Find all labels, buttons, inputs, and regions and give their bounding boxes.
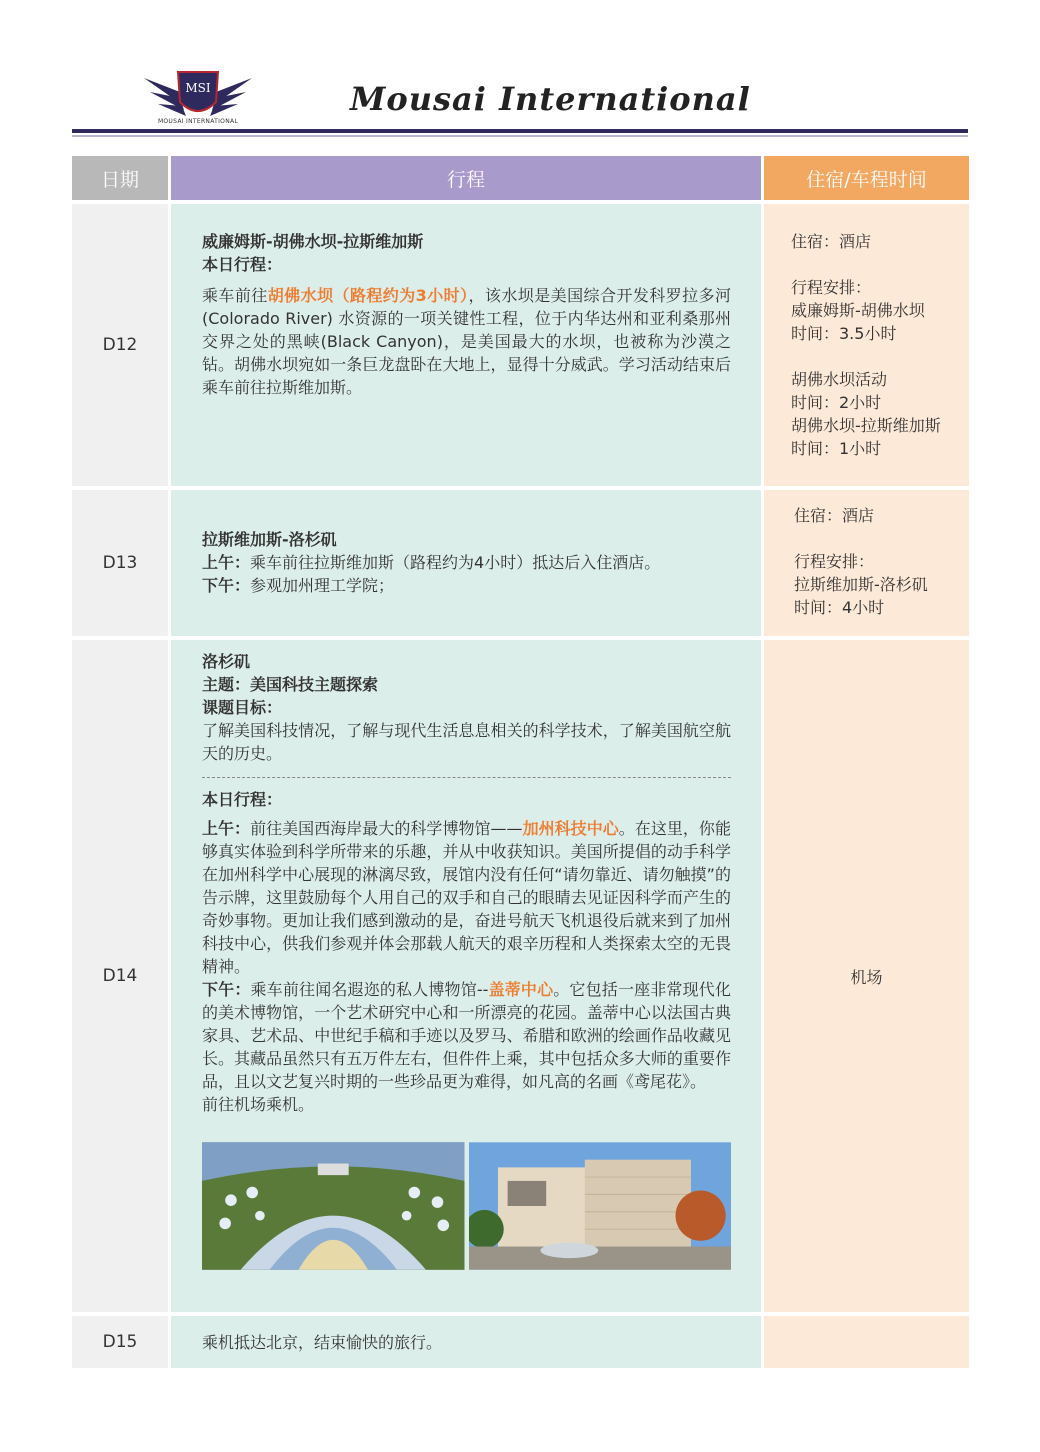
- today-label: 本日行程：: [202, 255, 283, 274]
- dashed-divider: [202, 777, 731, 778]
- morning-paragraph: 上午：前往美国西海岸最大的科学博物馆——加州科技中心。在这里，你能够真实体验到科学所带来的乐趣，并从中收获知识。美国所提倡的动手科学在加州科学中心展现的淋漓尽致，展馆内没有任何“请勿靠近、请勿触摸”的告示牌，这里鼓励每个人用自己的双手和自己的眼睛去见证因科学而产生的奇妙事物。更加让我们感到激动的是，奋进号航天飞机退役后就来到了加州科技中心，供我们参观并体会那载人航天的艰辛历程和人类探索太空的无畏精神。: [202, 819, 731, 976]
- day-description: 乘车前往胡佛水坝（路程约为3小时），该水坝是美国综合开发科罗拉多河(Colorado River) 水资源的一项关键性工程，位于内华达州和亚利桑那州交界之处的黑峡(Black Canyon)，是美国最大的水坝，也被称为沙漠之钻。胡佛水坝宛如一条巨龙盘卧在大地上，显得十分威武。学习活动结束后乘车前往拉斯维加斯。: [202, 286, 731, 397]
- science-center-photo: [202, 1140, 465, 1272]
- logo-caption: MOUSAI INTERNATIONAL: [157, 118, 239, 125]
- route-text: 威廉姆斯-胡佛水坝: [791, 301, 925, 320]
- header-itinerary: 行程: [171, 156, 761, 200]
- highlight-text: 盖蒂中心: [488, 980, 554, 999]
- time-text: 时间：1小时: [791, 439, 882, 458]
- time-text: 时间：2小时: [791, 393, 882, 412]
- lodging-cell: [764, 640, 969, 1312]
- day-label: D12: [72, 204, 168, 486]
- airport-text: 机场: [850, 967, 883, 987]
- page-header: [0, 0, 1040, 140]
- lodging-cell: [764, 1316, 969, 1368]
- header-lodging: 住宿/车程时间: [764, 156, 969, 200]
- lodging-cell: [764, 204, 969, 486]
- plan-label: 行程安排：: [791, 278, 872, 297]
- itinerary-cell: [171, 1316, 761, 1368]
- theme-line: 主题：美国科技主题探索: [202, 675, 379, 694]
- table-row-d15: [72, 1316, 969, 1368]
- header-date: 日期: [72, 156, 168, 200]
- table-row-d12: [72, 204, 969, 486]
- day-label: D14: [72, 640, 168, 1312]
- route-text: 胡佛水坝-拉斯维加斯: [791, 416, 941, 435]
- time-text: 时间：3.5小时: [791, 324, 897, 343]
- getty-center-photo: [469, 1140, 732, 1272]
- day-title: 拉斯维加斯-洛杉矶: [202, 530, 337, 549]
- afternoon-line: 下午：参观加州理工学院；: [202, 576, 395, 595]
- goal-label: 课题目标：: [202, 698, 283, 717]
- time-text: 时间：4小时: [794, 598, 885, 617]
- route-text: 拉斯维加斯-洛杉矶: [794, 575, 928, 594]
- itinerary-cell: [171, 640, 761, 1312]
- table-header-row: [72, 156, 969, 200]
- table-row-d14: [72, 640, 969, 1312]
- lodging-text: 住宿：酒店: [791, 232, 872, 251]
- day-label: D13: [72, 490, 168, 636]
- brand-title: Mousai International: [350, 80, 751, 118]
- lodging-cell: [764, 490, 969, 636]
- itinerary-table: [72, 156, 969, 1368]
- itinerary-cell: [171, 490, 761, 636]
- highlight-text: 加州科技中心: [522, 819, 619, 838]
- final-text: 乘机抵达北京，结束愉快的旅行。: [202, 1332, 443, 1352]
- day-label: D15: [72, 1316, 168, 1368]
- activity-text: 胡佛水坝活动: [791, 370, 888, 389]
- airport-line: 前往机场乘机。: [202, 1095, 315, 1114]
- logo-text: MSI: [185, 81, 211, 95]
- highlight-text: 胡佛水坝（路程约为3小时）: [267, 286, 469, 305]
- photo-row: [202, 1140, 731, 1272]
- itinerary-cell: [171, 204, 761, 486]
- lodging-text: 住宿：酒店: [794, 506, 875, 525]
- table-row-d13: [72, 490, 969, 636]
- plan-label: 行程安排：: [794, 552, 875, 571]
- header-rule-light: [72, 135, 968, 137]
- day-title: 洛杉矶: [202, 652, 251, 671]
- goal-text: 了解美国科技情况，了解与现代生活息息相关的科学技术，了解美国航空航天的历史。: [202, 721, 731, 763]
- day-title: 威廉姆斯-胡佛水坝-拉斯维加斯: [202, 232, 424, 251]
- today-label: 本日行程：: [202, 790, 283, 809]
- afternoon-paragraph: 下午：乘车前往闻名遐迩的私人博物馆--盖蒂中心。它包括一座非常现代化的美术博物馆，一个艺术研究中心和一所漂亮的花园。盖蒂中心以法国古典家具、艺术品、中世纪手稿和手迹以及罗马、希腊和欧洲的绘画作品收藏见长。其藏品虽然只有五万件左右，但件件上乘，其中包括众多大师的重要作品，且以文艺复兴时期的一些珍品更为难得，如凡高的名画《鸢尾花》。: [202, 980, 731, 1091]
- header-rule: [72, 129, 968, 133]
- morning-line: 上午：乘车前往拉斯维加斯（路程约为4小时）抵达后入住酒店。: [202, 553, 661, 572]
